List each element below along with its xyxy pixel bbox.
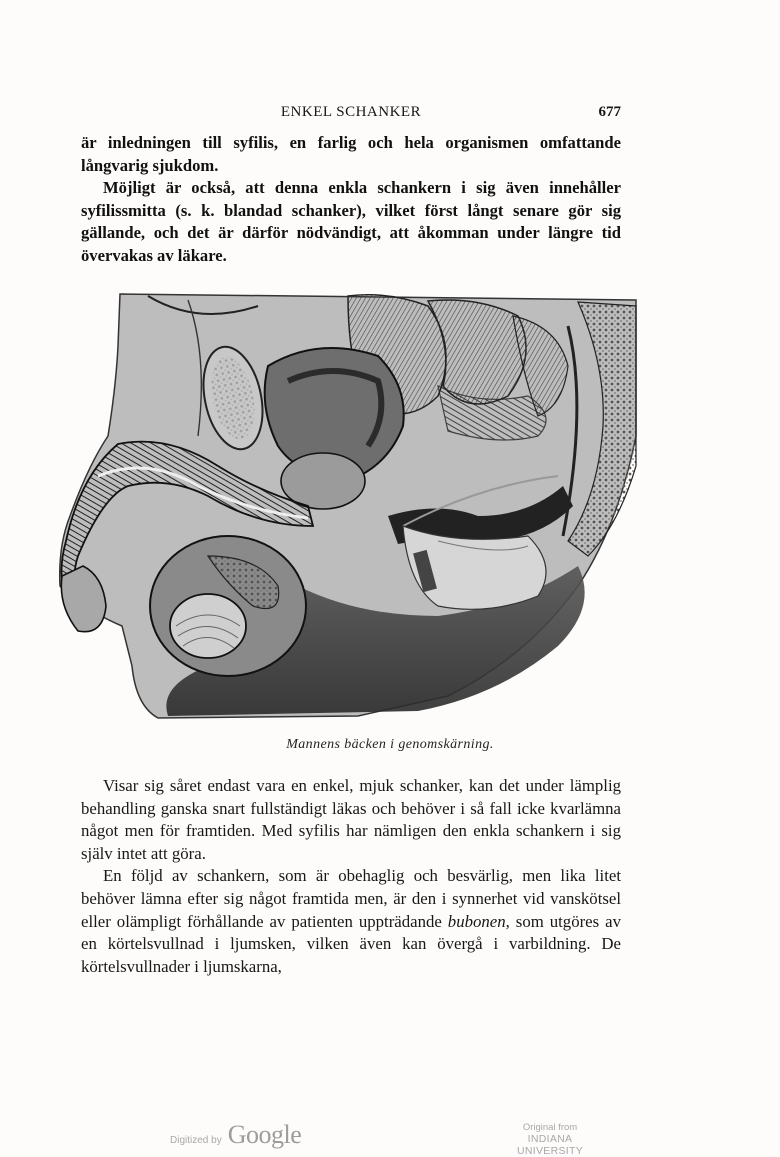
institution-name: INDIANA UNIVERSITY bbox=[516, 1133, 583, 1157]
digitized-by-google-watermark bbox=[170, 1120, 301, 1150]
original-from-watermark bbox=[495, 1122, 605, 1157]
bottom-text bbox=[81, 775, 621, 978]
figure-caption: Mannens bäcken i genomskärning. bbox=[286, 737, 494, 752]
page-header bbox=[81, 104, 621, 124]
paragraph-text: En följd av schankern, som är obehaglig och besvärlig, men lika litet behöver lämna efter sig något framtida men, är den i synnerhet vid vanskötsel eller olämpligt förhållande av patienten uppträdande bbox=[81, 866, 621, 931]
pelvis-cross-section-illustration bbox=[58, 286, 642, 720]
running-head: ENKEL SCHANKER bbox=[280, 104, 422, 120]
top-text bbox=[81, 132, 621, 267]
page-number: 677 bbox=[598, 104, 621, 120]
paragraph bbox=[81, 865, 621, 978]
italic-term: bubonen, bbox=[447, 911, 510, 931]
digitized-label: Digitized by bbox=[170, 1135, 222, 1146]
google-logo: Google bbox=[227, 1120, 302, 1149]
paragraph-continuation: är inledningen till syfilis, en farlig och hela organismen omfattande långvarig sjukdom. bbox=[81, 133, 621, 175]
paragraph-text: som utgöres av en körtelsvullnad i ljumsken, vilken även kan övergå i varbildning. De körtelsvullnader i ljumskarna, bbox=[81, 911, 621, 976]
paragraph: Möjligt är också, att denna enkla schankern i sig även innehåller syfilissmitta (s. k. blandad schanker), vilket först långt senare gör sig gällande, och det är därför nödvändigt, att åkomman under längre tid övervakas av läkare. bbox=[81, 178, 621, 265]
original-from-label: Original from bbox=[522, 1122, 578, 1133]
paragraph: Visar sig såret endast vara en enkel, mjuk schanker, kan det under lämplig behandling ganska snart fullständigt läkas och behöver i så fall icke kvarlämna något men för framtiden. Med syfilis har nämligen den enkla schankern i sig själv intet att göra. bbox=[81, 776, 621, 863]
